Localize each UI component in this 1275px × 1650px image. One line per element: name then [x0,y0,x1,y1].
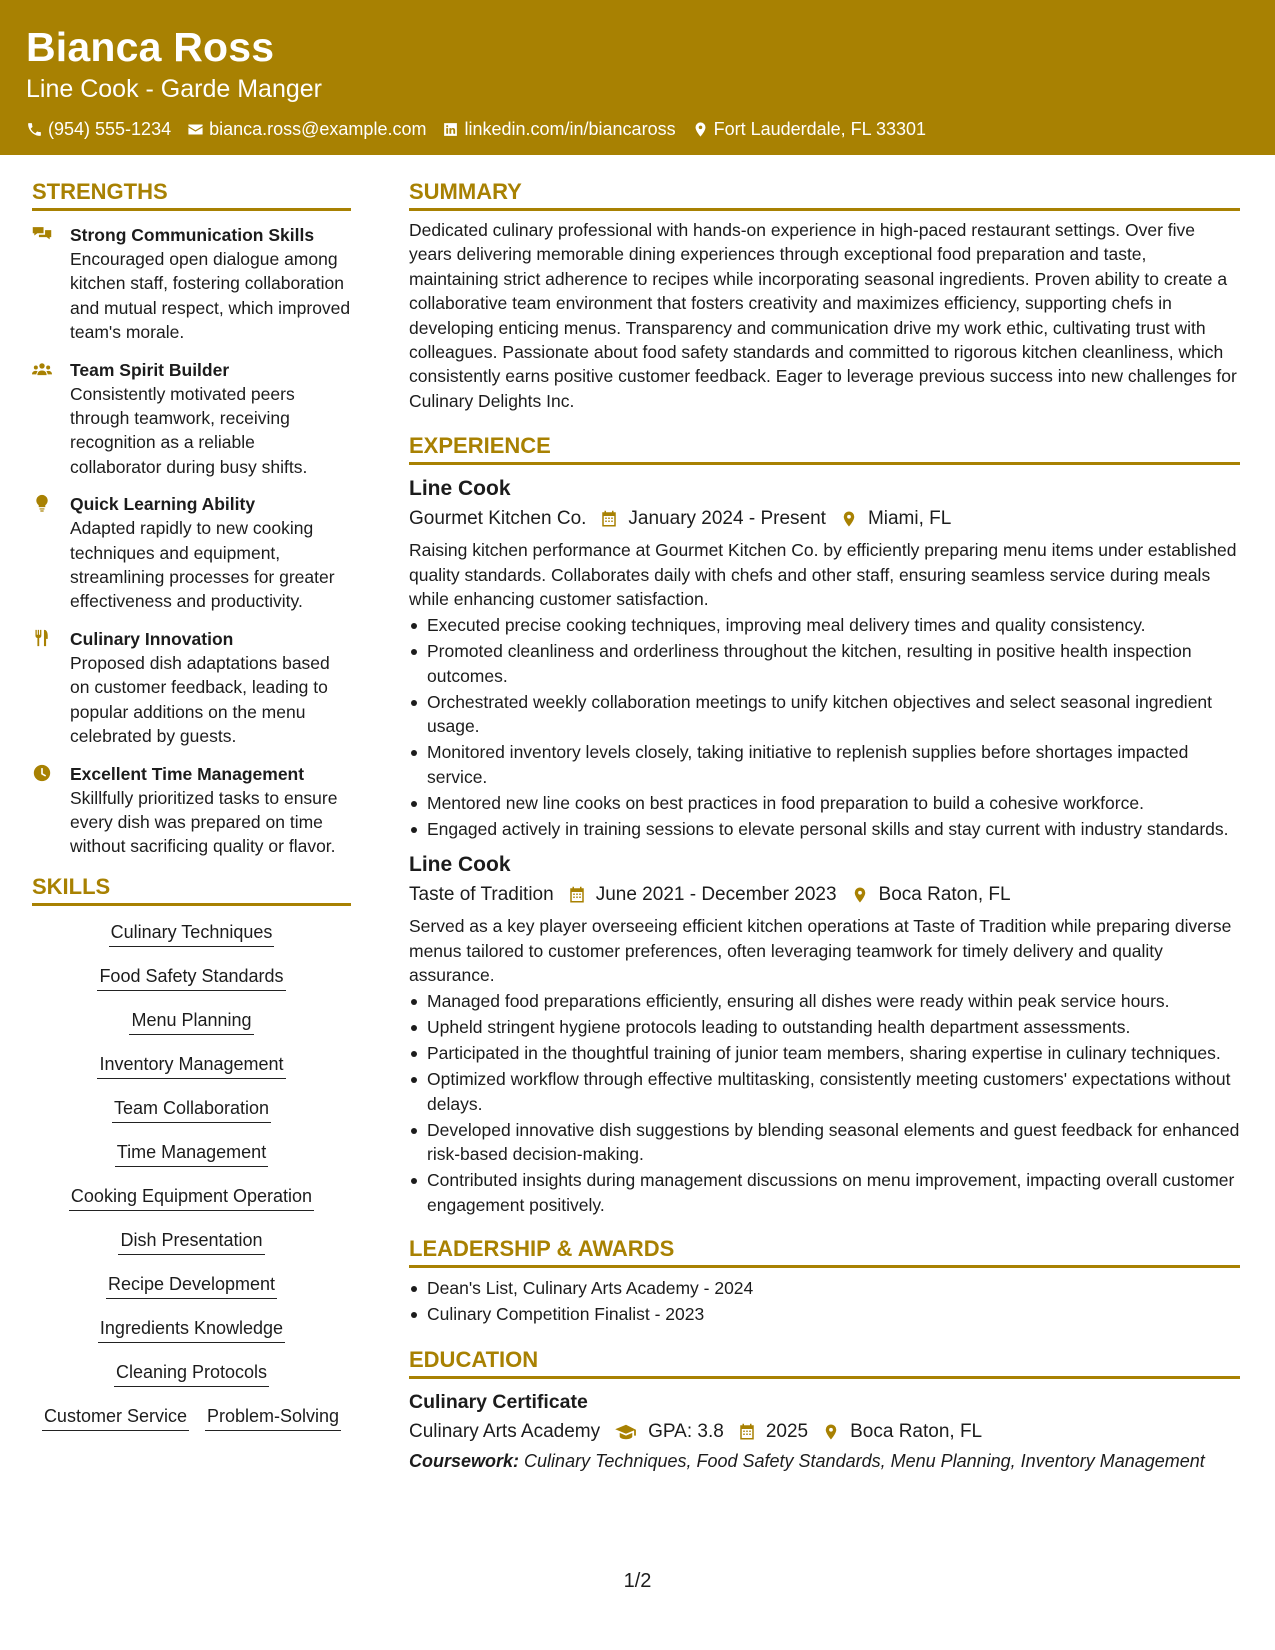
skill-tag: Inventory Management [97,1052,285,1079]
strength-title: Team Spirit Builder [70,359,230,380]
contact-bar [26,117,1249,141]
skill-tag: Recipe Development [106,1272,277,1299]
contact-location [692,117,926,141]
bullet-item: Promoted cleanliness and orderliness throughout the kitchen, resulting in positive health inspection outcomes. [409,639,1240,688]
clock-icon [32,764,52,782]
strength-desc: Adapted rapidly to new cooking techniques and equipment, streamlining processes for greater effectiveness and productivity. [70,518,335,612]
resume-header [0,0,1275,155]
strengths-heading: STRENGTHS [32,178,351,211]
job-company: Gourmet Kitchen Co. [409,508,587,530]
skill-tag: Customer Service [42,1404,189,1431]
job-location: Boca Raton, FL [878,884,1011,906]
award-item: Culinary Competition Finalist - 2023 [409,1302,1240,1326]
map-pin-icon [692,121,709,138]
location-text: Fort Lauderdale, FL 33301 [713,119,927,139]
skill-tag: Menu Planning [129,1008,253,1035]
education-location: Boca Raton, FL [850,1421,983,1443]
strength-item [32,492,351,614]
job-dates: January 2024 - Present [628,508,826,530]
right-column [409,178,1240,1474]
education-section [409,1346,1240,1473]
bullet-item: Participated in the thoughtful training of junior team members, sharing expertise in culinary techniques. [409,1041,1240,1065]
strength-title: Quick Learning Ability [70,494,256,515]
skills-section [32,873,351,1431]
skill-tag: Food Safety Standards [97,964,285,991]
envelope-icon [187,121,204,138]
left-column [32,178,351,1431]
candidate-title: Line Cook - Garde Manger [26,75,322,103]
leadership-section [409,1235,1240,1326]
skills-list [32,920,351,1431]
phone-text: (954) 555-1234 [48,119,172,139]
leadership-heading: LEADERSHIP & AWARDS [409,1235,1240,1268]
education-year: 2025 [765,1421,809,1443]
education-meta [409,1418,1240,1445]
skill-tag: Time Management [115,1140,268,1167]
calendar-icon [738,1423,756,1441]
bullet-item: Executed precise cooking techniques, improving meal delivery times and quality consistency. [409,613,1240,637]
chat-bubbles-icon [32,225,52,243]
bullet-item: Orchestrated weekly collaboration meetings to unify kitchen objectives and select seasonal ingredient usage. [409,690,1240,739]
strength-item [32,223,351,345]
map-pin-icon [851,886,869,904]
bullet-item: Contributed insights during management discussions on menu improvement, impacting overall customer engagement positively. [409,1168,1240,1217]
strength-desc: Proposed dish adaptations based on customer feedback, leading to popular additions on the menu celebrated by guests. [70,652,330,747]
job-description: Served as a key player overseeing efficient kitchen operations at Taste of Tradition while preparing diverse menus tailored to customer preferences, often leveraging teamwork for timely delivery and quality assurance. [409,916,1232,985]
job-title: Line Cook [409,853,511,877]
email-text[interactable]: bianca.ross@example.com [209,119,427,139]
candidate-name: Bianca Ross [26,24,275,70]
skill-tag: Problem-Solving [205,1404,341,1431]
linkedin-text[interactable]: linkedin.com/in/biancaross [464,119,676,139]
contact-email[interactable] [187,117,426,141]
strengths-list [32,223,351,859]
calendar-icon [568,886,586,904]
strength-title: Strong Communication Skills [70,225,315,245]
award-item: Dean's List, Culinary Arts Academy - 2024 [409,1276,1240,1300]
skill-tag: Cleaning Protocols [114,1360,269,1387]
lightbulb-icon [32,494,52,512]
strength-item [32,762,351,859]
coursework-text: Culinary Techniques, Food Safety Standards, Menu Planning, Inventory Management [524,1451,1205,1472]
strength-item [32,358,351,480]
education-gpa: GPA: 3.8 [648,1421,724,1443]
job-entry [409,851,1240,1217]
graduation-cap-icon [614,1423,638,1441]
skill-tag: Dish Presentation [118,1228,264,1255]
users-group-icon [32,360,52,378]
job-meta [409,505,1240,532]
job-dates: June 2021 - December 2023 [595,884,837,906]
summary-heading: SUMMARY [409,178,1240,211]
bullet-item: Developed innovative dish suggestions by blending seasonal elements and guest feedback for enhanced risk-based decision-making. [409,1118,1240,1167]
bullet-item: Monitored inventory levels closely, taking initiative to replenish supplies before shortages impacted service. [409,740,1240,789]
skill-tag: Cooking Equipment Operation [69,1184,314,1211]
coursework-label: Coursework: [409,1451,520,1472]
coursework [409,1449,1240,1473]
strength-desc: Consistently motivated peers through teamwork, receiving recognition as a reliable collaborator during busy shifts. [70,383,308,477]
experience-heading: EXPERIENCE [409,432,1240,465]
contact-phone [26,117,171,141]
education-heading: EDUCATION [409,1346,1240,1379]
map-pin-icon [822,1423,840,1441]
school-name: Culinary Arts Academy [409,1421,601,1443]
job-company: Taste of Tradition [409,884,554,906]
bullet-item: Optimized workflow through effective multitasking, consistently meeting customers' expectations without delays. [409,1067,1240,1116]
linkedin-icon [442,121,459,138]
experience-section [409,432,1240,1217]
job-entry [409,475,1240,841]
skill-tag: Culinary Techniques [109,920,275,947]
job-bullets [409,989,1240,1217]
degree-title: Culinary Certificate [409,1391,588,1414]
bullet-item: Upheld stringent hygiene protocols leading to outstanding health department assessments. [409,1015,1240,1039]
summary-text: Dedicated culinary professional with hands-on experience in high-paced restaurant settings. Over five years delivering memorable dining experiences through exceptional food preparation and taste, maintaining strict adherence to recipes while incorporating seasonal ingredients. Proven ability to create a collaborative team environment that fosters creativity and maximizes efficiency, supporting chefs in developing enticing menus. Transparency and communication drive my work ethic, cultivating trust with colleagues. Passionate about food safety standards and committed to rigorous kitchen cleanliness, which consistently earns positive customer feedback. Eager to leverage previous success into new challenges for Culinary Delights Inc. [409,220,1237,411]
skill-tag: Ingredients Knowledge [98,1316,285,1343]
page-number: 1/2 [623,1570,652,1592]
job-bullets [409,613,1240,841]
bullet-item: Mentored new line cooks on best practices in food preparation to build a cohesive workforce. [409,791,1240,815]
strength-desc: Skillfully prioritized tasks to ensure every dish was prepared on time without sacrificing quality or flavor. [70,787,338,857]
job-description: Raising kitchen performance at Gourmet Kitchen Co. by efficiently preparing menu items under established quality standards. Collaborates daily with chefs and other staff, ensuring seamless service during meals while enhancing customer satisfaction. [409,540,1237,610]
awards-list [409,1276,1240,1326]
bullet-item: Engaged actively in training sessions to elevate personal skills and stay current with industry standards. [409,817,1240,841]
skills-heading: SKILLS [32,873,351,906]
strength-title: Excellent Time Management [70,763,305,784]
bullet-item: Managed food preparations efficiently, ensuring all dishes were ready within peak service hours. [409,989,1240,1013]
strength-desc: Encouraged open dialogue among kitchen staff, fostering collaboration and mutual respect, which improved team's morale. [70,249,351,343]
phone-icon [26,121,43,138]
job-meta [409,881,1240,908]
skill-row [34,1404,349,1431]
skill-tag: Team Collaboration [112,1096,271,1123]
map-pin-icon [840,510,858,528]
job-location: Miami, FL [867,508,952,530]
contact-linkedin[interactable] [442,117,675,141]
strength-title: Culinary Innovation [70,628,234,649]
utensils-icon [32,629,52,647]
strength-item [32,627,351,749]
calendar-icon [600,510,618,528]
job-title: Line Cook [409,477,511,501]
